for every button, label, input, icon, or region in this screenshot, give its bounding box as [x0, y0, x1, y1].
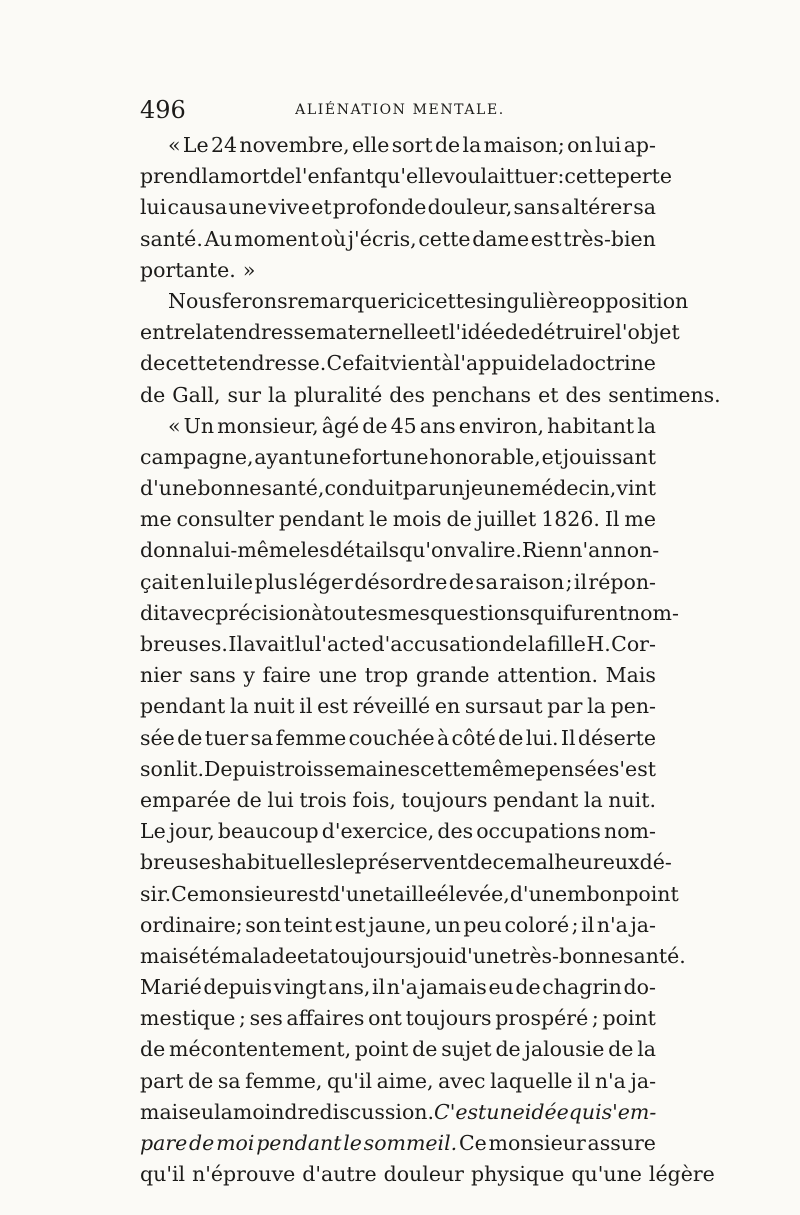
text-line: me consulter pendant le mois de juillet 1826. Il me [140, 507, 656, 532]
paragraph [140, 411, 715, 1191]
text-line: part de sa femme, qu'il aime, avec laquelle il n'a ja- [140, 1068, 656, 1093]
text-line: lui causa une vive et profonde douleur, sans altérer sa [140, 195, 656, 220]
paragraph [140, 286, 721, 411]
text-line: ordinaire; son teint est jaune, un peu coloré ; il n'a ja- [140, 912, 656, 937]
text-line: sir. Ce monsieur est d'une taille élevée, d'un embonpoint [140, 881, 679, 906]
text-line: « Le 24 novembre, elle sort de la maison; on lui ap- [168, 133, 656, 157]
text-line: campagne, ayant une fortune honorable, et jouissant [140, 444, 656, 469]
text-line: sée de tuer sa femme couchée à côté de lui. Il déserte [140, 725, 656, 750]
text-line: mestique ; ses affaires ont toujours prospéré ; point [140, 1006, 656, 1031]
text-line: breuses habituelles le préservent de ce malheureux dé- [140, 850, 672, 875]
body-text [140, 130, 721, 1190]
text-line: dit avec précision à toutes mes questions qui furent nom- [140, 600, 679, 625]
text-line: pare de moi pendant le sommeil. Ce monsieur assure [140, 1131, 656, 1155]
text-line: Nous ferons remarquer ici cette singulière opposition [168, 288, 689, 313]
text-line: Marié depuis vingt ans, il n'a jamais eu de chagrin do- [140, 975, 656, 1000]
running-title: ALIÉNATION MENTALE. [295, 102, 505, 118]
text-line: qu'il n'éprouve d'autre douleur physique qu'une légère [140, 1162, 715, 1187]
page-number: 496 [140, 96, 186, 124]
text-line: nier sans y faire une trop grande attention. Mais [140, 663, 656, 688]
text-line: prend la mort de l'enfant qu'elle voulait tuer : cette perte [140, 164, 673, 189]
text-line: de cette tendresse. Ce fait vient à l'appui de la doctrine [140, 351, 656, 376]
text-line: d'une bonne santé, conduit par un jeune médecin, vint [140, 476, 656, 501]
text-line: « Un monsieur, âgé de 45 ans environ, habitant la [168, 413, 656, 438]
text-line: breuses. Il avait lu l'acte d'accusation de la fille H. Cor- [140, 632, 656, 656]
text-line: santé. Au moment où j'écris, cette dame est très-bien [140, 226, 656, 251]
page-header [140, 94, 660, 126]
paragraph [140, 130, 673, 286]
text-line: çait en lui le plus léger désordre de sa raison ; il répon- [140, 569, 656, 594]
text-line: de mécontentement, point de sujet de jalousie de la [140, 1037, 656, 1062]
text-line: emparée de lui trois fois, toujours pendant la nuit. [140, 787, 656, 812]
text-line: son lit. Depuis trois semaines cette même pensée s'est [140, 756, 656, 781]
text-line: donna lui-même les détails qu'on va lire. Rien n'annon- [140, 538, 660, 563]
text-line: mais été malade et a toujours joui d'une très-bonne santé. [140, 943, 686, 968]
text-line: portante. » [140, 257, 256, 282]
text-line: de Gall, sur la pluralité des penchans et des sentimens. [140, 382, 721, 407]
text-line: entre la tendresse maternelle et l'idée de détruire l'objet [140, 320, 680, 345]
text-line: Le jour, beaucoup d'exercice, des occupations nom- [140, 819, 656, 844]
text-line: pendant la nuit il est réveillé en sursaut par la pen- [140, 694, 656, 719]
text-line: mais eu la moindre discussion. C'est une idée qui s'em- [140, 1099, 657, 1124]
